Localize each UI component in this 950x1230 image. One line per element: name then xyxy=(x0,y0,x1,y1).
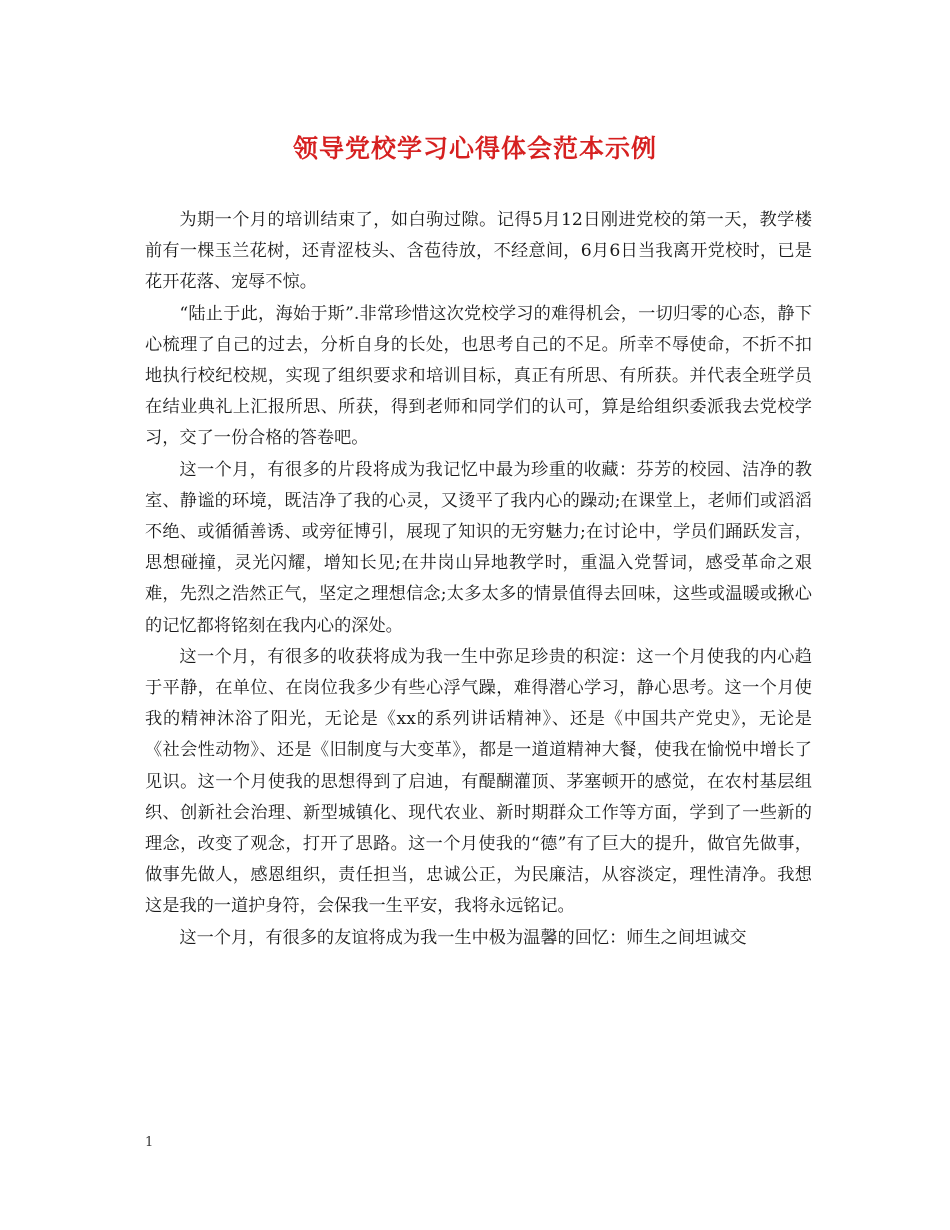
paragraph: 为期一个月的培训结束了，如白驹过隙。记得5月12日刚进党校的第一天，教学楼前有一棵玉兰花树，还青涩枝头、含苞待放，不经意间，6月6日当我离开党校时，已是花开花落、宠辱不惊。 xyxy=(145,210,812,293)
document-body xyxy=(145,205,812,954)
page-title: 领导党校学习心得体会范本示例 xyxy=(292,134,657,163)
paragraph: 这一个月，有很多的片段将成为我记忆中最为珍重的收藏：芬芳的校园、洁净的教室、静谧的环境，既洁净了我的心灵，又烫平了我内心的躁动;在课堂上，老师们或滔滔不绝、或循循善诱、或旁征博引，展现了知识的无穷魅力;在讨论中，学员们踊跃发言，思想碰撞，灵光闪耀，增知长见;在井岗山异地教学时，重温入党誓词，感受革命之艰难，先烈之浩然正气，坚定之理想信念;太多太多的情景值得去回味，这些或温暖或揪心的记忆都将铭刻在我内心的深处。 xyxy=(145,459,812,636)
paragraph: 这一个月，有很多的友谊将成为我一生中极为温馨的回忆：师生之间坦诚交 xyxy=(179,927,747,948)
paragraph: 这一个月，有很多的收获将成为我一生中弥足珍贵的积淀：这一个月使我的内心趋于平静，在单位、在岗位我多少有些心浮气躁，难得潜心学习，静心思考。这一个月使我的精神沐浴了阳光，无论是《xx的系列讲话精神》、还是《中国共产党史》，无论是《社会性动物》、还是《旧制度与大变革》，都是一道道精神大餐，使我在愉悦中增长了见识。这一个月使我的思想得到了启迪，有醍醐灌顶、茅塞顿开的感觉，在农村基层组织、创新社会治理、新型城镇化、现代农业、新时期群众工作等方面，学到了一些新的理念，改变了观念，打开了思路。这一个月使我的“德”有了巨大的提升，做官先做事，做事先做人，感恩组织，责任担当，忠诚公正，为民廉洁，从容淡定，理性清净。我想这是我的一道护身符，会保我一生平安，我将永远铭记。 xyxy=(145,646,812,917)
paragraph: “陆止于此，海始于斯”.非常珍惜这次党校学习的难得机会，一切归零的心态，静下心梳理了自己的过去，分析自身的长处，也思考自己的不足。所幸不辱使命，不折不扣地执行校纪校规，实现了组织要求和培训目标，真正有所思、有所获。并代表全班学员在结业典礼上汇报所思、所获，得到老师和同学们的认可，算是给组织委派我去党校学习，交了一份合格的答卷吧。 xyxy=(145,303,812,449)
page-number: 1 xyxy=(145,1135,154,1150)
